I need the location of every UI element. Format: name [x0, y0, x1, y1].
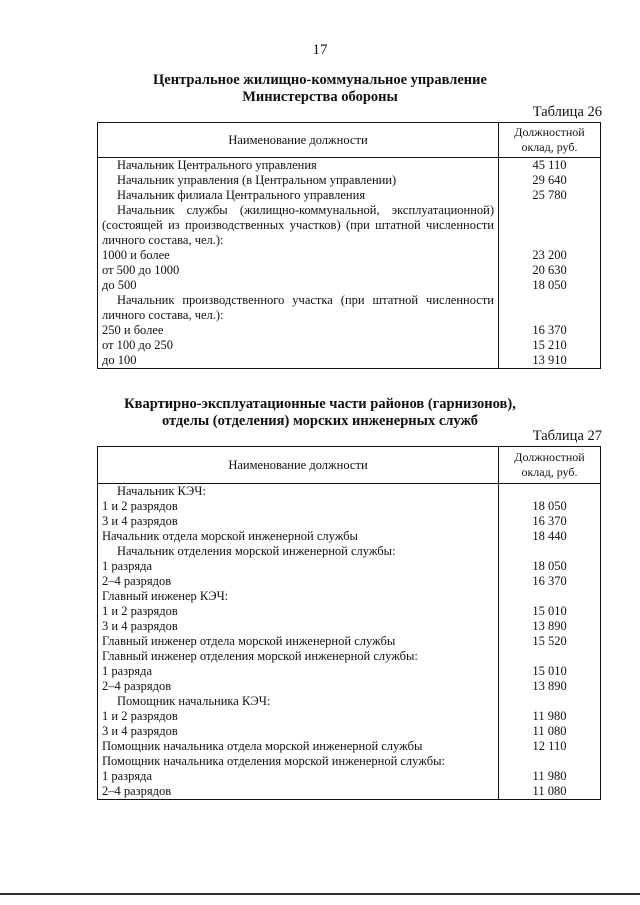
- table27-salary-value: 11 980: [499, 769, 601, 784]
- table27-salary-value: 13 890: [499, 679, 601, 694]
- table27-col-salary: Должностной оклад, руб.: [499, 447, 601, 484]
- table26-position-name: Начальник Центрального управления: [98, 158, 499, 174]
- table27-row: [98, 724, 601, 739]
- table26-position-name: от 100 до 250: [98, 338, 499, 353]
- table26-position-name: от 500 до 1000: [98, 263, 499, 278]
- table26-row: [98, 263, 601, 278]
- table26-row: [98, 323, 601, 338]
- table27-salary-value: 16 370: [499, 514, 601, 529]
- table27: [97, 446, 601, 800]
- table27-row: [98, 754, 601, 769]
- table26-salary-value: [499, 293, 601, 323]
- table27-col-name: Наименование должности: [98, 447, 499, 484]
- table27-row: [98, 784, 601, 800]
- table27-row: [98, 709, 601, 724]
- table27-position-name: 3 и 4 разрядов: [98, 724, 499, 739]
- table26-salary-value: 18 050: [499, 278, 601, 293]
- table27-row: [98, 499, 601, 514]
- table27-salary-value: 18 050: [499, 559, 601, 574]
- table27-row: [98, 739, 601, 754]
- table26-row: [98, 173, 601, 188]
- table27-row: [98, 634, 601, 649]
- table27-position-name: Начальник отдела морской инженерной службы: [98, 529, 499, 544]
- section2-title-line1: Квартирно-эксплуатационные части районов (гарнизонов),: [124, 396, 516, 412]
- table27-row: [98, 559, 601, 574]
- table26-label: Таблица 26: [532, 104, 602, 120]
- table26-salary-value: 20 630: [499, 263, 601, 278]
- section1-title-line2: Министерства обороны: [242, 89, 398, 105]
- table27-position-name: 1 и 2 разрядов: [98, 499, 499, 514]
- table26-col-name: Наименование должности: [98, 123, 499, 158]
- table27-row: [98, 604, 601, 619]
- table27-position-name: 3 и 4 разрядов: [98, 619, 499, 634]
- section2-title-line2: отделы (отделения) морских инженерных служб: [161, 413, 479, 429]
- table27-row: [98, 679, 601, 694]
- table27-salary-value: 18 440: [499, 529, 601, 544]
- table27-position-name: 2–4 разрядов: [98, 574, 499, 589]
- table26-salary-value: 25 780: [499, 188, 601, 203]
- table27-label: Таблица 27: [532, 428, 602, 444]
- table27-position-name: Главный инженер отдела морской инженерной службы: [98, 634, 499, 649]
- table27-position-name: Помощник начальника КЭЧ:: [98, 694, 499, 709]
- table27-salary-value: 15 010: [499, 664, 601, 679]
- table26-position-name: до 100: [98, 353, 499, 369]
- table26-row: [98, 338, 601, 353]
- bottom-rule: [0, 893, 640, 895]
- table27-row: [98, 619, 601, 634]
- table26-row: [98, 278, 601, 293]
- table27-row: [98, 664, 601, 679]
- table27-salary-value: 11 080: [499, 724, 601, 739]
- table26-row: [98, 188, 601, 203]
- table26-salary-value: 29 640: [499, 173, 601, 188]
- table27-salary-value: 13 890: [499, 619, 601, 634]
- table26-salary-value: 15 210: [499, 338, 601, 353]
- table26-position-name: Начальник управления (в Центральном управлении): [98, 173, 499, 188]
- table26: [97, 122, 601, 369]
- section2-title: [0, 396, 640, 430]
- table26-salary-value: 45 110: [499, 158, 601, 174]
- table27-salary-value: [499, 544, 601, 559]
- table27-row: [98, 574, 601, 589]
- table26-position-name: до 500: [98, 278, 499, 293]
- table27-position-name: 1 и 2 разрядов: [98, 604, 499, 619]
- table26-row: [98, 293, 601, 323]
- table26-position-name: Начальник службы (жилищно-коммунальной, эксплуатационной) (состоящей из производственных участков) (при штатной численности личного состава, чел.):: [98, 203, 499, 248]
- table27-position-name: 3 и 4 разрядов: [98, 514, 499, 529]
- table26-row: [98, 353, 601, 369]
- table27-position-name: 1 и 2 разрядов: [98, 709, 499, 724]
- table27-position-name: Начальник КЭЧ:: [98, 484, 499, 500]
- table27-position-name: Главный инженер КЭЧ:: [98, 589, 499, 604]
- table27-position-name: 2–4 разрядов: [98, 784, 499, 800]
- table27-salary-value: 11 080: [499, 784, 601, 800]
- table27-row: [98, 484, 601, 500]
- table27-salary-value: 15 010: [499, 604, 601, 619]
- table26-row: [98, 203, 601, 248]
- table26-col-salary: Должностной оклад, руб.: [499, 123, 601, 158]
- table26-salary-value: 16 370: [499, 323, 601, 338]
- table26-position-name: 250 и более: [98, 323, 499, 338]
- section1-title: [0, 72, 640, 106]
- table27-position-name: 1 разряда: [98, 769, 499, 784]
- table27-position-name: Начальник отделения морской инженерной службы:: [98, 544, 499, 559]
- table27-salary-value: [499, 754, 601, 769]
- page-number: 17: [312, 42, 328, 58]
- table27-row: [98, 589, 601, 604]
- table27-salary-value: 18 050: [499, 499, 601, 514]
- table27-position-name: Помощник начальника отдела морской инженерной службы: [98, 739, 499, 754]
- table27-body: [98, 484, 601, 800]
- section1-title-line1: Центральное жилищно-коммунальное управление: [153, 72, 487, 88]
- table27-position-name: 1 разряда: [98, 559, 499, 574]
- table26-row: [98, 158, 601, 174]
- table27-position-name: 1 разряда: [98, 664, 499, 679]
- table27-position-name: Главный инженер отделения морской инженерной службы:: [98, 649, 499, 664]
- table27-salary-value: 12 110: [499, 739, 601, 754]
- table26-row: [98, 248, 601, 263]
- table27-salary-value: 16 370: [499, 574, 601, 589]
- table27-salary-value: 11 980: [499, 709, 601, 724]
- table26-salary-value: [499, 203, 601, 248]
- table26-salary-value: 23 200: [499, 248, 601, 263]
- table27-row: [98, 694, 601, 709]
- table27-row: [98, 514, 601, 529]
- table26-position-name: Начальник филиала Центрального управления: [98, 188, 499, 203]
- table27-position-name: Помощник начальника отделения морской инженерной службы:: [98, 754, 499, 769]
- table27-salary-value: [499, 694, 601, 709]
- table27-salary-value: [499, 589, 601, 604]
- table27-position-name: 2–4 разрядов: [98, 679, 499, 694]
- table27-header-row: [98, 447, 601, 484]
- table27-row: [98, 649, 601, 664]
- table27-row: [98, 544, 601, 559]
- table26-salary-value: 13 910: [499, 353, 601, 369]
- table26-position-name: Начальник производственного участка (при штатной численности личного состава, чел.):: [98, 293, 499, 323]
- table26-position-name: 1000 и более: [98, 248, 499, 263]
- table27-salary-value: [499, 484, 601, 500]
- table27-salary-value: [499, 649, 601, 664]
- table27-salary-value: 15 520: [499, 634, 601, 649]
- table27-row: [98, 529, 601, 544]
- table26-body: [98, 158, 601, 369]
- table26-header-row: [98, 123, 601, 158]
- table27-row: [98, 769, 601, 784]
